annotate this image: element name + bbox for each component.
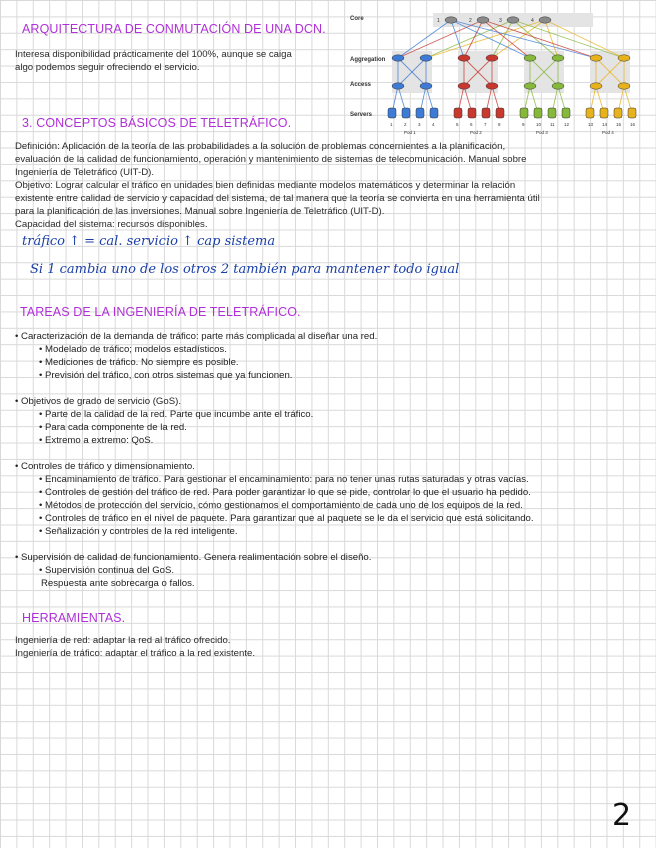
server-node [600,108,608,118]
server-node [402,108,410,118]
access-switch [590,83,602,89]
tareas-sub-item: • Controles de tráfico en el nivel de paquete. Para garantizar que al paquete se le da el servicio que está solicitando. [39,513,534,524]
core-number: 3 [499,18,502,24]
server-number: 15 [616,122,622,127]
section1-title: ARQUITECTURA DE CONMUTACIÓN DE UNA DCN. [22,22,326,36]
server-number: 8 [498,122,501,127]
server-number: 3 [418,122,421,127]
tareas-group [15,395,645,447]
pod-label: Pod 2 [470,130,482,135]
server-node [534,108,542,118]
section1-text [15,48,292,74]
tareas-sub-item: • Previsión del tráfico, con otros sistemas que ya funcionen. [39,370,293,381]
aggregation-switch [524,55,536,61]
server-number: 11 [550,122,555,127]
section1-text-line2: algo podemos seguir ofreciendo el servicio. [15,62,200,73]
server-node [482,108,490,118]
aggregation-switch [420,55,432,61]
server-node [388,108,396,118]
tareas-main-item: • Supervisión de calidad de funcionamiento. Genera realimentación sobre el diseño. [15,552,372,563]
tareas-main-item: • Controles de tráfico y dimensionamiento. [15,461,195,472]
section3-line: evaluación de la calidad de funcionamiento, operación y mantenimiento de sistemas de telecomunicación. Manual sobre [15,154,527,165]
section3-line: Capacidad del sistema: recursos disponibles. [15,219,208,230]
server-number: 14 [602,122,608,127]
tareas-sub-item: • Modelado de tráfico; modelos estadísticos. [39,344,227,355]
section3-line: Objetivo: Lograr calcular el tráfico en unidades bien definidas mediante modelos matemáticos y determinar la relación [15,180,516,191]
herramientas-body [15,634,255,660]
aggregation-switch [458,55,470,61]
layer-label-access: Access [350,82,372,88]
server-number: 12 [564,122,570,127]
tareas-list [15,330,645,590]
aggregation-switch [590,55,602,61]
handwritten-note-2: Si 1 cambia uno de los otros 2 también para mantener todo igual [30,262,460,277]
pod-label: Pod 1 [404,130,416,135]
core-switch [539,17,551,23]
tareas-main-item: • Caracterización de la demanda de tráfico: parte más complicada al diseñar una red. [15,331,378,342]
section3-title: 3. CONCEPTOS BÁSICOS DE TELETRÁFICO. [22,116,292,130]
layer-label-servers: Servers [350,112,373,118]
server-node [430,108,438,118]
server-number: 16 [630,122,636,127]
tareas-sub-item: • Mediciones de tráfico. No siempre es posible. [39,357,239,368]
layer-label-core: Core [350,16,364,22]
server-number: 13 [588,122,594,127]
handwritten-note-1: tráfico ↑ = cal. servicio ↑ cap sistema [22,234,276,249]
access-switch [392,83,404,89]
aggregation-switch [392,55,404,61]
server-number: 6 [470,122,473,127]
section3-line: existente entre calidad de servicio y capacidad del sistema, de tal manera que la teoría se convierta en una herramienta útil [15,193,540,204]
access-switch [618,83,630,89]
tareas-group [15,330,645,382]
tareas-sub-item: • Parte de la calidad de la red. Parte que incumbe ante el tráfico. [39,409,314,420]
server-number: 7 [484,122,487,127]
layer-label-aggregation: Aggregation [350,57,386,63]
section3-body [15,140,635,231]
fat-tree-diagram [348,8,648,136]
server-number: 5 [456,122,459,127]
server-node [628,108,636,118]
tareas-sub-item: • Controles de gestión del tráfico de red. Para poder garantizar lo que se pide, controlar lo que el usuario ha pedido. [39,487,531,498]
tareas-sub-item: Respuesta ante sobrecarga o fallos. [41,578,195,589]
server-node [586,108,594,118]
access-switch [524,83,536,89]
pod-label: Pod 3 [536,130,548,135]
tareas-sub-item: • Señalización y controles de la red inteligente. [39,526,238,537]
server-number: 9 [522,122,525,127]
server-node [548,108,556,118]
pod-label: Pod 4 [602,130,614,135]
server-number: 10 [536,122,542,127]
tareas-title: TAREAS DE LA INGENIERÍA DE TELETRÁFICO. [20,305,301,319]
herramientas-line: Ingeniería de tráfico: adaptar el tráfico a la red existente. [15,648,255,659]
access-switch [420,83,432,89]
server-node [468,108,476,118]
tareas-group [15,460,645,538]
section3-line: Definición: Aplicación de la teoría de las probabilidades a la solución de problemas concernientes a la planificación, [15,141,506,152]
tareas-sub-item: • Métodos de protección del servicio, cómo gestionamos el comportamiento de cada uno de los equipos de la red. [39,500,523,511]
aggregation-switch [618,55,630,61]
core-number: 4 [531,18,534,24]
herramientas-line: Ingeniería de red: adaptar la red al tráfico ofrecido. [15,635,231,646]
tareas-sub-item: • Encaminamiento de tráfico. Para gestionar el encaminamiento: para no tener unas rutas saturadas y otras vacías. [39,474,529,485]
tareas-sub-item: • Extremo a extremo: QoS. [39,435,154,446]
server-node [520,108,528,118]
section3-line: para la planificación de las inversiones. Manual sobre Ingeniería de Teletráfico (UIT-D). [15,206,385,217]
server-node [614,108,622,118]
tareas-sub-item: • Para cada componente de la red. [39,422,187,433]
core-number: 2 [469,18,472,24]
tareas-group [15,551,645,590]
core-switch [477,17,489,23]
server-node [416,108,424,118]
server-node [454,108,462,118]
server-number: 4 [432,122,435,127]
server-number: 2 [404,122,407,127]
access-switch [552,83,564,89]
core-number: 1 [437,18,440,24]
aggregation-switch [552,55,564,61]
core-switch [445,17,457,23]
section3-line: Ingeniería de Teletráfico (UIT-D). [15,167,154,178]
herramientas-title: HERRAMIENTAS. [22,611,126,625]
tareas-sub-item: • Supervisión continua del GoS. [39,565,175,576]
server-node [496,108,504,118]
access-switch [486,83,498,89]
access-switch [458,83,470,89]
server-number: 1 [390,122,393,127]
aggregation-switch [486,55,498,61]
section1-text-line1: Interesa disponibilidad prácticamente del 100%, aunque se caiga [15,49,292,60]
server-node [562,108,570,118]
page-number: 2 [612,798,632,833]
tareas-main-item: • Objetivos de grado de servicio (GoS). [15,396,181,407]
core-switch [507,17,519,23]
